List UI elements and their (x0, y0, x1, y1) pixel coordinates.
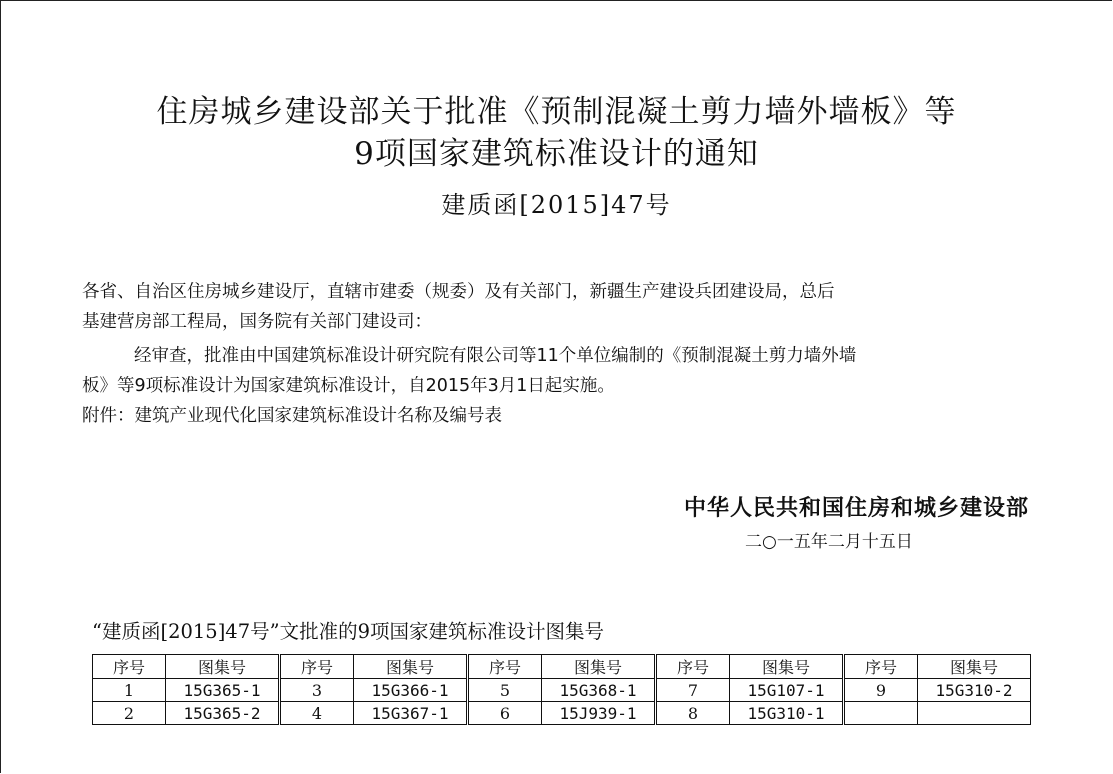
serial-cell: 8 (656, 702, 730, 725)
header-atlas-number: 图集号 (166, 655, 280, 679)
header-serial: 序号 (656, 655, 730, 679)
atlas-number-table (92, 654, 1031, 725)
document-number: 建质函[2015]47号 (441, 191, 672, 219)
serial-cell: 4 (280, 702, 354, 725)
serial-cell: 9 (844, 679, 918, 702)
header-serial: 序号 (844, 655, 918, 679)
serial-cell (844, 702, 918, 725)
atlas-number-cell: 15G366-1 (354, 679, 468, 702)
serial-cell: 3 (280, 679, 354, 702)
atlas-number-cell: 15J939-1 (542, 702, 656, 725)
header-atlas-number: 图集号 (730, 655, 844, 679)
addressee-line1: 各省、自治区住房城乡建设厅，直辖市建委（规委）及有关部门，新疆生产建设兵团建设局，总后 (82, 282, 835, 302)
notice-title-line2: 9项国家建筑标准设计的通知 (354, 136, 759, 172)
atlas-number-cell: 15G107-1 (730, 679, 844, 702)
notice-title-line1: 住房城乡建设部关于批准《预制混凝土剪力墙外墙板》等 (156, 94, 957, 130)
atlas-number-cell: 15G310-2 (918, 679, 1031, 702)
content-line1: 经审查，批准由中国建筑标准设计研究院有限公司等11个单位编制的《预制混凝土剪力墙外墙 (134, 346, 857, 366)
addressee-line2: 基建营房部工程局，国务院有关部门建设司： (82, 312, 432, 332)
table-header-row (93, 655, 1031, 679)
atlas-number-cell: 15G368-1 (542, 679, 656, 702)
atlas-number-cell: 15G365-1 (166, 679, 280, 702)
header-serial: 序号 (93, 655, 166, 679)
header-atlas-number: 图集号 (354, 655, 468, 679)
atlas-number-cell: 15G367-1 (354, 702, 468, 725)
table-caption: “建质函[2015]47号”文批准的9项国家建筑标准设计图集号 (92, 620, 604, 643)
serial-cell: 1 (93, 679, 166, 702)
table-row (93, 702, 1031, 725)
atlas-number-cell: 15G365-2 (166, 702, 280, 725)
serial-cell: 6 (468, 702, 542, 725)
issuing-authority: 中华人民共和国住房和城乡建设部 (683, 496, 1029, 521)
header-atlas-number: 图集号 (918, 655, 1031, 679)
serial-cell: 5 (468, 679, 542, 702)
header-serial: 序号 (468, 655, 542, 679)
attachment-line: 附件：建筑产业现代化国家建筑标准设计名称及编号表 (82, 406, 502, 426)
atlas-number-cell: 15G310-1 (730, 702, 844, 725)
issue-date: 二○一五年二月十五日 (745, 532, 913, 552)
table-row (93, 679, 1031, 702)
content-line2: 板》等9项标准设计为国家建筑标准设计，自2015年3月1日起实施。 (82, 376, 615, 396)
atlas-number-cell (918, 702, 1031, 725)
serial-cell: 7 (656, 679, 730, 702)
serial-cell: 2 (93, 702, 166, 725)
header-atlas-number: 图集号 (542, 655, 656, 679)
header-serial: 序号 (280, 655, 354, 679)
